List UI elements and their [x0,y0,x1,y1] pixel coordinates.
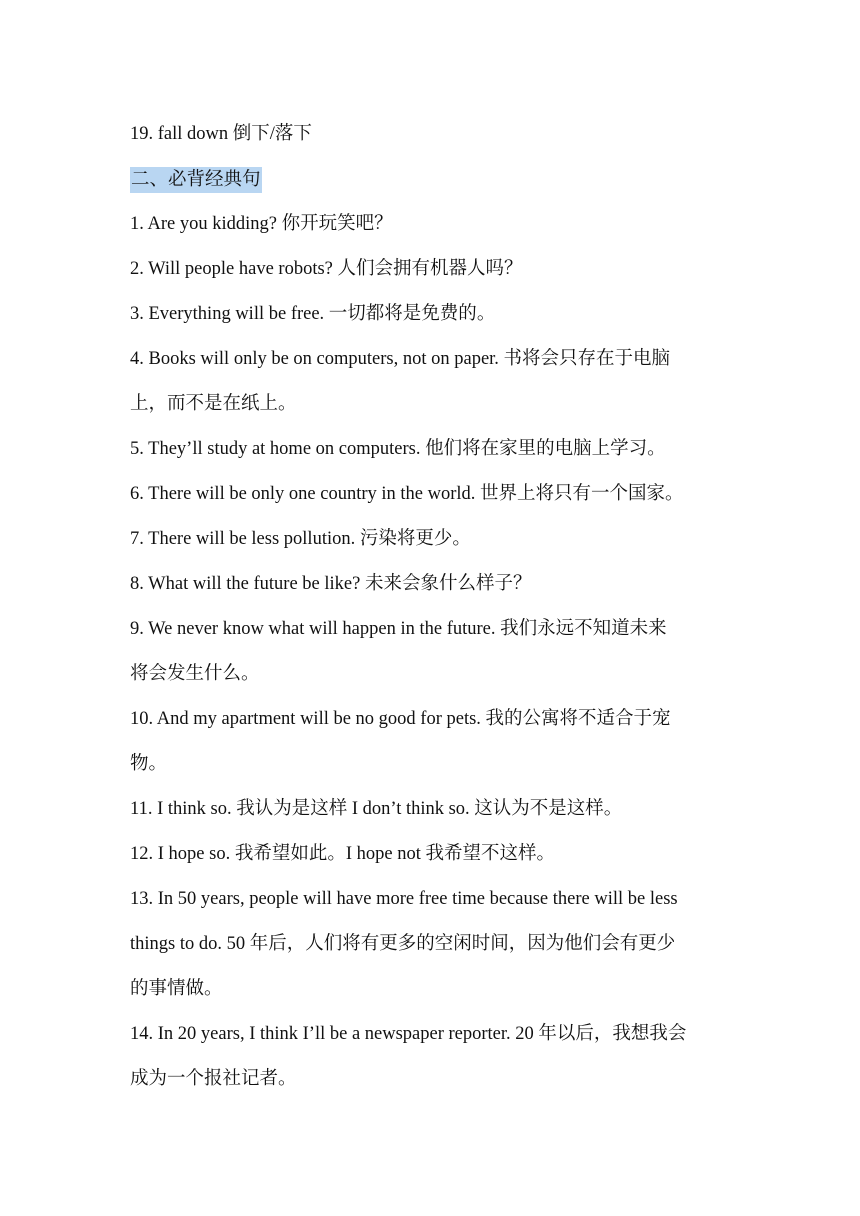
sentence-item-1 [130,202,730,247]
sentence-item-6 [130,472,730,517]
sentence-line: 8. What will the future be like? 未来会象什么样子？ [130,574,532,594]
sentence-line: 13. In 50 years, people will have more free time because there will be less [130,889,678,909]
sentence-line: things to do. 50 年后，人们将有更多的空闲时间，因为他们会有更少 [130,934,676,954]
sentence-line: 成为一个报社记者。 [130,1069,297,1089]
sentence-item-9 [130,607,730,697]
sentence-line: 2. Will people have robots? 人们会拥有机器人吗？ [130,259,523,279]
sentence-line: 物。 [130,754,168,774]
section-heading: 二、必背经典句 [130,167,262,193]
sentence-line: 5. They’ll study at home on computers. 他们将在家里的电脑上学习。 [130,439,666,459]
sentence-line: 10. And my apartment will be no good for pets. 我的公寓将不适合于宠 [130,709,671,729]
sentence-line: 4. Books will only be on computers, not on paper. 书将会只存在于电脑 [130,349,671,369]
section-heading-row [130,157,730,202]
sentence-item-11 [130,787,730,832]
sentence-line: 9. We never know what will happen in the future. 我们永远不知道未来 [130,619,667,639]
sentence-line: 的事情做。 [130,979,223,999]
sentence-line: 1. Are you kidding? 你开玩笑吧？ [130,214,393,234]
sentence-item-2 [130,247,730,292]
sentence-item-8 [130,562,730,607]
sentence-item-14 [130,1012,730,1102]
sentence-item-4 [130,337,730,427]
sentence-item-7 [130,517,730,562]
document-content [130,112,730,1102]
sentence-line: 14. In 20 years, I think I’ll be a newspaper reporter. 20 年以后，我想我会 [130,1024,687,1044]
sentence-line: 7. There will be less pollution. 污染将更少。 [130,529,471,549]
sentence-line: 将会发生什么。 [130,664,260,684]
vocab-line-19: 19. fall down 倒下/落下 [130,124,312,144]
sentence-line: 上，而不是在纸上。 [130,394,297,414]
sentence-item-12 [130,832,730,877]
sentence-line: 3. Everything will be free. 一切都将是免费的。 [130,304,496,324]
sentence-item-13 [130,877,730,1012]
sentence-item-3 [130,292,730,337]
sentence-line: 6. There will be only one country in the world. 世界上将只有一个国家。 [130,484,684,504]
sentence-item-10 [130,697,730,787]
sentence-line: 11. I think so. 我认为是这样 I don’t think so. 这认为不是这样。 [130,799,623,819]
sentence-item-5 [130,427,730,472]
sentence-line: 12. I hope so. 我希望如此。I hope not 我希望不这样。 [130,844,555,864]
